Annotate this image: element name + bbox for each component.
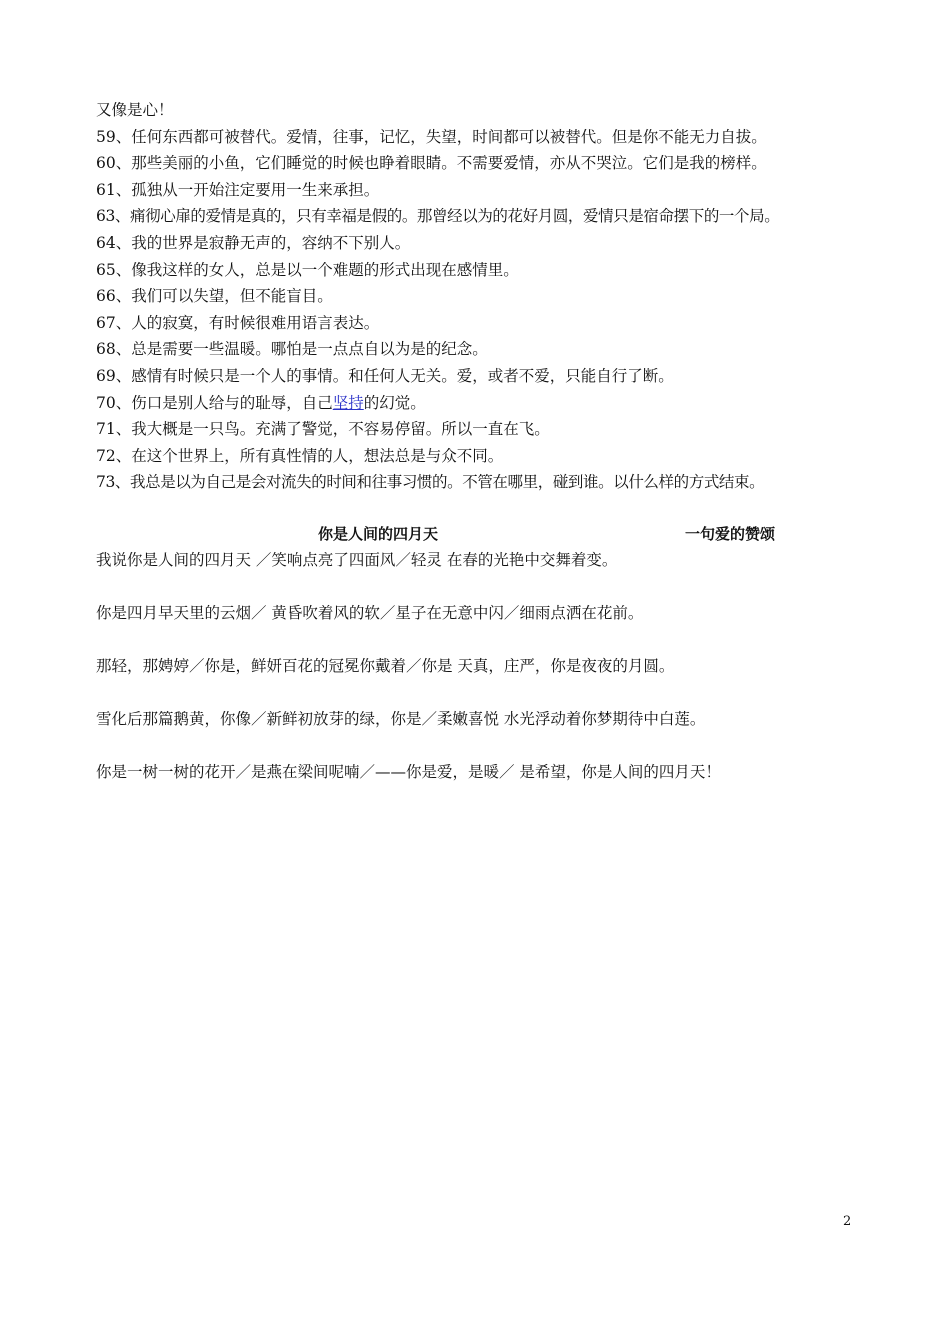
text-line: 64、我的世界是寂静无声的，容纳不下别人。 (96, 233, 411, 252)
text-line: 72、在这个世界上，所有真性情的人，想法总是与众不同。 (96, 446, 504, 465)
text-line: 73、我总是以为自己是会对流失的时间和往事习惯的。不管在哪里，碰到谁。以什么样的方式结束。 (96, 473, 765, 492)
text-line: 59、任何东西都可被替代。爱情，往事，记忆，失望，时间都可以被替代。但是你不能无力自拔。 (96, 127, 767, 146)
text-line: 66、我们可以失望，但不能盲目。 (96, 287, 333, 306)
text-line: 68、总是需要一些温暖。哪怕是一点点自以为是的纪念。 (96, 340, 488, 359)
poem-title: 你是人间的四月天 (318, 524, 439, 543)
poem-subtitle: 一句爱的赞颂 (685, 524, 776, 543)
text-line: 63、痛彻心扉的爱情是真的，只有幸福是假的。那曾经以为的花好月圆，爱情只是宿命摆下的一个局。 (96, 207, 780, 226)
page-number: 2 (843, 1214, 852, 1229)
hyperlink-jianchi[interactable]: 坚持 (332, 393, 364, 412)
text-line: 69、感情有时候只是一个人的事情。和任何人无关。爱，或者不爱，只能自行了断。 (96, 366, 674, 385)
poem-line: 我说你是人间的四月天 ／笑响点亮了四面风／轻灵 在春的光艳中交舞着变。 (96, 550, 618, 569)
text-line: 又像是心！ (96, 101, 174, 119)
poem-line: 你是四月早天里的云烟／ 黄昏吹着风的软／星子在无意中闪／细雨点洒在花前。 (96, 603, 644, 622)
document-body (96, 97, 876, 812)
poem-heading (96, 521, 876, 547)
text-segment: 70、伤口是别人给与的耻辱，自己 (96, 393, 333, 412)
text-segment: 的幻觉。 (363, 393, 426, 412)
text-line-70 (96, 390, 876, 417)
text-line: 71、我大概是一只鸟。充满了警觉，不容易停留。所以一直在飞。 (96, 420, 550, 439)
poem-line: 你是一树一树的花开／是燕在梁间呢喃／——你是爱，是暖／ 是希望，你是人间的四月天！ (96, 762, 721, 781)
poem-line: 那轻，那娉婷／你是，鲜妍百花的冠冕你戴着／你是 天真，庄严，你是夜夜的月圆。 (96, 656, 675, 675)
text-line: 60、那些美丽的小鱼，它们睡觉的时候也睁着眼睛。不需要爱情，亦从不哭泣。它们是我的榜样。 (96, 154, 767, 173)
text-line: 65、像我这样的女人，总是以一个难题的形式出现在感情里。 (96, 260, 519, 279)
text-line: 61、孤独从一开始注定要用一生来承担。 (96, 180, 380, 199)
poem-line: 雪化后那篇鹅黄，你像／新鲜初放芽的绿，你是／柔嫩喜悦 水光浮动着你梦期待中白莲。 (96, 709, 706, 728)
text-line: 67、人的寂寞，有时候很难用语言表达。 (96, 313, 380, 332)
